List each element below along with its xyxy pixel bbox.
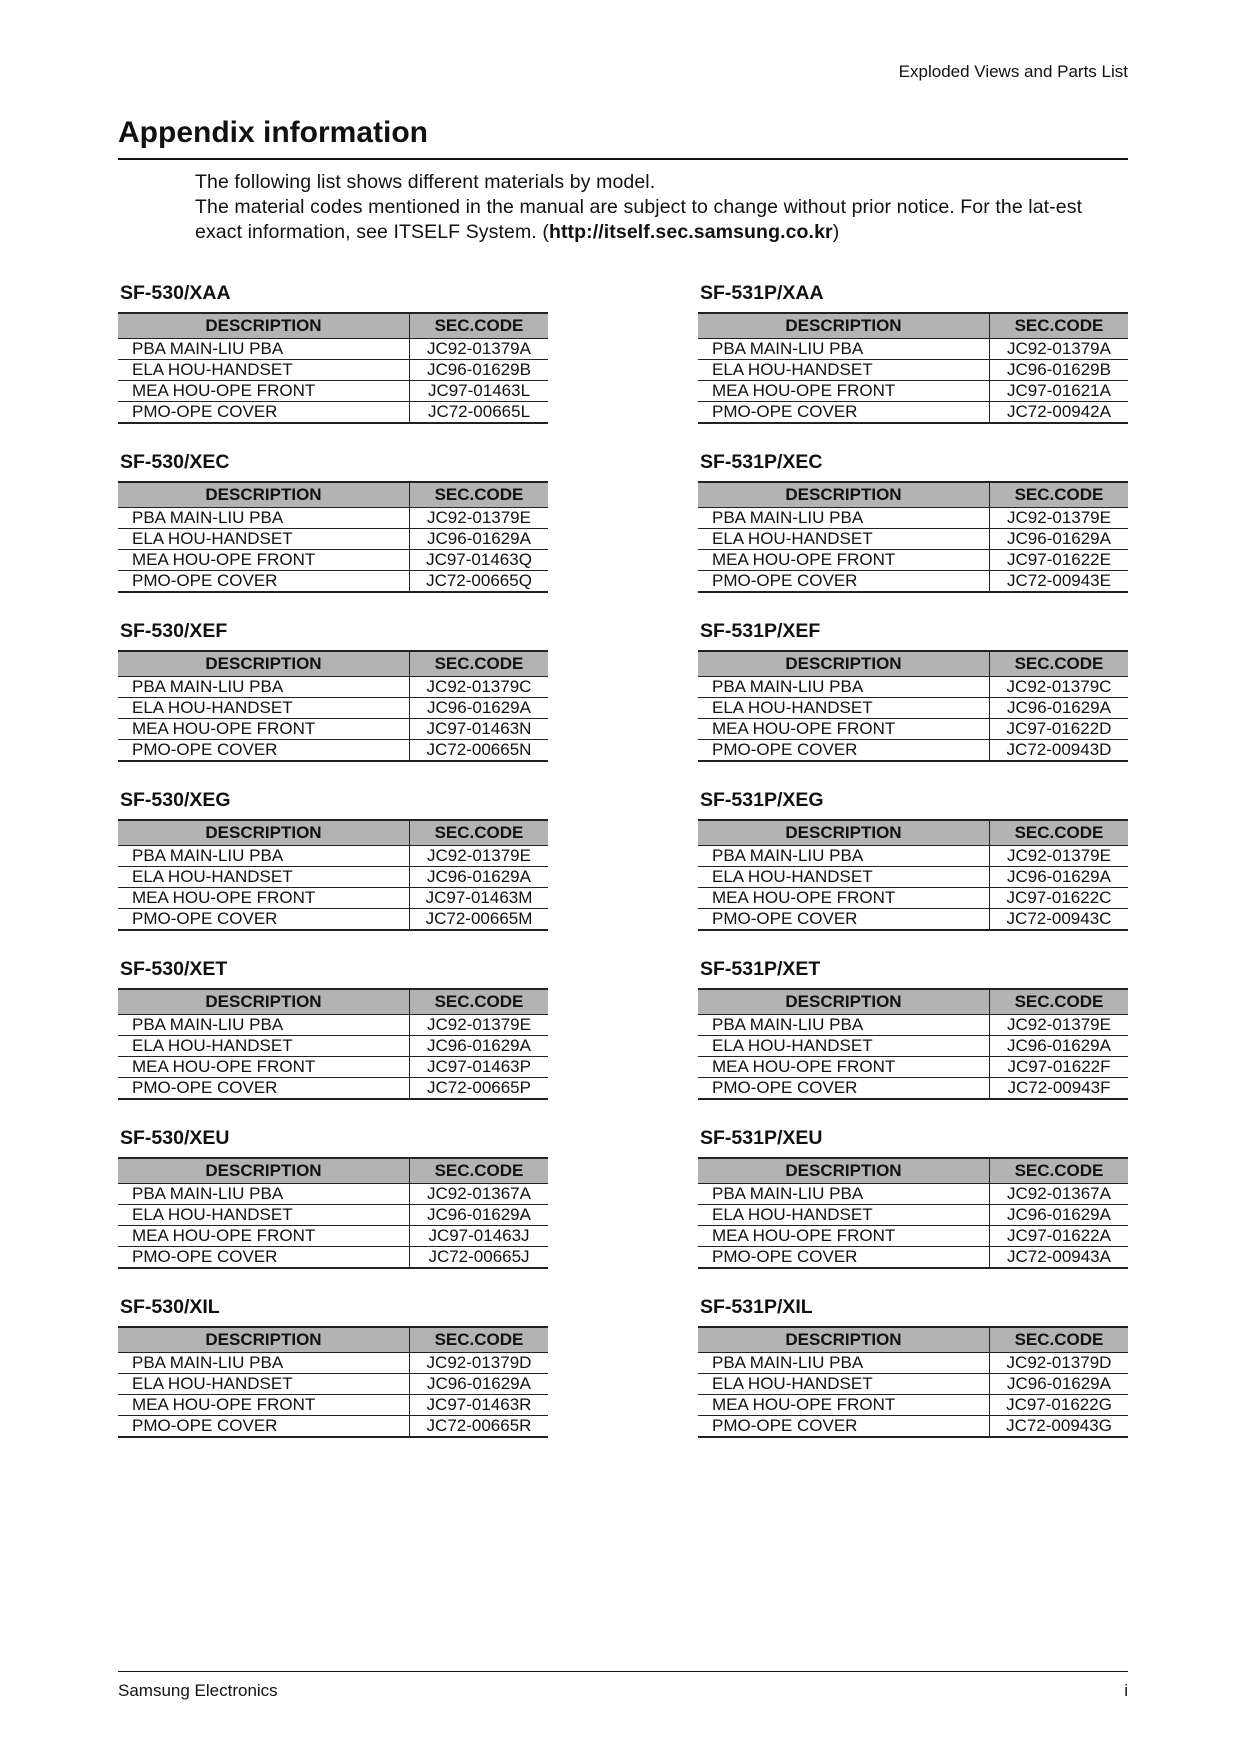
part-description: PMO-OPE COVER (118, 909, 410, 931)
part-code: JC92-01379E (410, 846, 549, 867)
part-code: JC97-01463R (410, 1395, 549, 1416)
table-row (698, 1416, 1128, 1438)
part-description: MEA HOU-OPE FRONT (698, 888, 990, 909)
table-row (118, 909, 548, 931)
part-code: JC72-00943G (990, 1416, 1129, 1438)
part-code: JC72-00665P (410, 1078, 549, 1100)
part-code: JC96-01629A (410, 529, 549, 550)
header-sec-code: SEC.CODE (410, 482, 549, 508)
part-code: JC97-01622F (990, 1057, 1129, 1078)
table-header-row (698, 989, 1128, 1015)
table-header-row (118, 1158, 548, 1184)
table-row (118, 1078, 548, 1100)
part-code: JC97-01622E (990, 550, 1129, 571)
table-row (698, 339, 1128, 360)
part-code: JC96-01629A (410, 1374, 549, 1395)
table-header-row (698, 313, 1128, 339)
table-row (118, 867, 548, 888)
table-header-row (698, 651, 1128, 677)
table-row (698, 508, 1128, 529)
parts-table (118, 650, 548, 762)
table-row (118, 1036, 548, 1057)
header-description: DESCRIPTION (698, 820, 990, 846)
part-code: JC96-01629A (990, 529, 1129, 550)
footer-company: Samsung Electronics (118, 1681, 278, 1700)
part-description: MEA HOU-OPE FRONT (698, 1226, 990, 1247)
header-description: DESCRIPTION (698, 651, 990, 677)
part-description: PBA MAIN-LIU PBA (118, 339, 410, 360)
table-header-row (698, 820, 1128, 846)
header-description: DESCRIPTION (698, 1158, 990, 1184)
part-code: JC92-01379A (990, 339, 1129, 360)
part-code: JC96-01629A (990, 1036, 1129, 1057)
part-description: PBA MAIN-LIU PBA (118, 846, 410, 867)
model-block (118, 1127, 548, 1317)
header-sec-code: SEC.CODE (990, 313, 1129, 339)
header-description: DESCRIPTION (118, 1158, 410, 1184)
table-header-row (118, 482, 548, 508)
table-row (118, 360, 548, 381)
table-row (118, 1226, 548, 1247)
part-description: ELA HOU-HANDSET (118, 1374, 410, 1395)
model-block (118, 451, 548, 641)
part-description: PBA MAIN-LIU PBA (698, 1184, 990, 1205)
table-row (118, 1395, 548, 1416)
part-description: PMO-OPE COVER (698, 909, 990, 931)
part-description: PMO-OPE COVER (118, 1078, 410, 1100)
model-title: SF-530/XEF (120, 620, 228, 642)
table-row (118, 1184, 548, 1205)
model-title: SF-530/XEG (120, 789, 231, 811)
part-description: PMO-OPE COVER (118, 571, 410, 593)
table-row (118, 381, 548, 402)
part-code: JC96-01629A (990, 867, 1129, 888)
table-header-row (698, 1327, 1128, 1353)
table-row (698, 698, 1128, 719)
header-description: DESCRIPTION (118, 989, 410, 1015)
intro-line-1: The following list shows different materials by model. (195, 171, 656, 193)
part-description: ELA HOU-HANDSET (118, 360, 410, 381)
part-description: ELA HOU-HANDSET (698, 1205, 990, 1226)
table-row (698, 1078, 1128, 1100)
table-row (698, 402, 1128, 424)
part-code: JC72-00665M (410, 909, 549, 931)
table-row (118, 339, 548, 360)
title-section (118, 116, 1128, 160)
table-row (698, 846, 1128, 867)
part-code: JC92-01367A (410, 1184, 549, 1205)
model-title: SF-531P/XEU (700, 1127, 823, 1149)
model-block (118, 282, 548, 472)
table-header-row (118, 313, 548, 339)
part-code: JC72-00943F (990, 1078, 1129, 1100)
part-description: MEA HOU-OPE FRONT (118, 1395, 410, 1416)
table-row (698, 1395, 1128, 1416)
part-code: JC92-01379C (990, 677, 1129, 698)
header-description: DESCRIPTION (698, 313, 990, 339)
part-code: JC96-01629B (990, 360, 1129, 381)
part-description: PBA MAIN-LIU PBA (698, 1015, 990, 1036)
part-description: MEA HOU-OPE FRONT (698, 1395, 990, 1416)
model-block (698, 789, 1128, 979)
part-description: ELA HOU-HANDSET (118, 867, 410, 888)
table-header-row (118, 820, 548, 846)
table-row (118, 1205, 548, 1226)
table-row (698, 550, 1128, 571)
table-row (698, 1226, 1128, 1247)
model-title: SF-531P/XEG (700, 789, 824, 811)
part-code: JC96-01629A (410, 867, 549, 888)
part-code: JC72-00942A (990, 402, 1129, 424)
table-row (698, 1184, 1128, 1205)
part-description: ELA HOU-HANDSET (698, 529, 990, 550)
table-header-row (118, 989, 548, 1015)
table-row (118, 888, 548, 909)
part-code: JC97-01463Q (410, 550, 549, 571)
parts-table (118, 312, 548, 424)
part-code: JC72-00943E (990, 571, 1129, 593)
part-code: JC92-01379C (410, 677, 549, 698)
parts-table (698, 988, 1128, 1100)
table-row (698, 1057, 1128, 1078)
table-row (698, 529, 1128, 550)
part-code: JC96-01629B (410, 360, 549, 381)
part-code: JC92-01379A (410, 339, 549, 360)
table-header-row (118, 651, 548, 677)
header-sec-code: SEC.CODE (990, 989, 1129, 1015)
part-description: PMO-OPE COVER (698, 402, 990, 424)
table-row (698, 888, 1128, 909)
parts-table (118, 819, 548, 931)
part-description: PBA MAIN-LIU PBA (118, 677, 410, 698)
table-row (698, 909, 1128, 931)
part-description: PMO-OPE COVER (118, 1247, 410, 1269)
footer-page-number: i (1124, 1681, 1128, 1700)
table-row (118, 1015, 548, 1036)
table-row (698, 867, 1128, 888)
part-description: PMO-OPE COVER (118, 740, 410, 762)
model-title: SF-530/XIL (120, 1296, 220, 1318)
part-description: PBA MAIN-LIU PBA (118, 1353, 410, 1374)
table-row (118, 529, 548, 550)
part-code: JC72-00943A (990, 1247, 1129, 1269)
running-header: Exploded Views and Parts List (898, 62, 1128, 81)
parts-table (118, 481, 548, 593)
header-sec-code: SEC.CODE (410, 820, 549, 846)
part-code: JC96-01629A (410, 1205, 549, 1226)
header-description: DESCRIPTION (118, 651, 410, 677)
model-title: SF-531P/XEF (700, 620, 821, 642)
model-block (118, 789, 548, 979)
part-code: JC72-00665N (410, 740, 549, 762)
part-code: JC92-01379E (990, 1015, 1129, 1036)
part-code: JC97-01463L (410, 381, 549, 402)
part-description: PBA MAIN-LIU PBA (118, 1184, 410, 1205)
parts-table (698, 650, 1128, 762)
table-row (698, 719, 1128, 740)
model-block (698, 1296, 1128, 1486)
model-block (118, 958, 548, 1148)
part-description: PBA MAIN-LIU PBA (118, 1015, 410, 1036)
intro-paragraph (195, 170, 1125, 245)
part-code: JC97-01622G (990, 1395, 1129, 1416)
part-code: JC96-01629A (410, 1036, 549, 1057)
table-row (118, 1057, 548, 1078)
intro-line-2 (195, 195, 1125, 245)
header-description: DESCRIPTION (118, 482, 410, 508)
table-row (118, 1416, 548, 1438)
part-code: JC97-01622D (990, 719, 1129, 740)
header-sec-code: SEC.CODE (410, 313, 549, 339)
part-description: ELA HOU-HANDSET (698, 1374, 990, 1395)
part-description: MEA HOU-OPE FRONT (118, 550, 410, 571)
parts-table (698, 481, 1128, 593)
part-code: JC92-01379E (990, 508, 1129, 529)
part-description: MEA HOU-OPE FRONT (118, 1226, 410, 1247)
table-row (698, 1247, 1128, 1269)
model-block (698, 958, 1128, 1148)
part-code: JC96-01629A (410, 698, 549, 719)
part-code: JC96-01629A (990, 698, 1129, 719)
model-title: SF-531P/XAA (700, 282, 824, 304)
table-row (698, 1036, 1128, 1057)
table-row (118, 740, 548, 762)
part-code: JC72-00665R (410, 1416, 549, 1438)
model-title: SF-530/XEC (120, 451, 230, 473)
part-description: MEA HOU-OPE FRONT (118, 381, 410, 402)
part-code: JC97-01463P (410, 1057, 549, 1078)
part-description: ELA HOU-HANDSET (118, 1205, 410, 1226)
table-row (698, 360, 1128, 381)
intro-text-end: ) (832, 221, 840, 243)
header-sec-code: SEC.CODE (990, 482, 1129, 508)
parts-table (118, 988, 548, 1100)
part-description: PMO-OPE COVER (698, 571, 990, 593)
table-row (118, 508, 548, 529)
model-block (698, 620, 1128, 810)
table-row (698, 1374, 1128, 1395)
table-row (698, 740, 1128, 762)
part-description: ELA HOU-HANDSET (118, 529, 410, 550)
part-description: PBA MAIN-LIU PBA (698, 677, 990, 698)
part-description: MEA HOU-OPE FRONT (698, 1057, 990, 1078)
table-header-row (698, 482, 1128, 508)
part-code: JC72-00665Q (410, 571, 549, 593)
header-sec-code: SEC.CODE (410, 989, 549, 1015)
header-description: DESCRIPTION (118, 820, 410, 846)
part-code: JC96-01629A (990, 1205, 1129, 1226)
model-title: SF-530/XAA (120, 282, 231, 304)
part-description: PBA MAIN-LIU PBA (698, 508, 990, 529)
table-row (118, 1353, 548, 1374)
table-row (118, 677, 548, 698)
part-description: PMO-OPE COVER (698, 740, 990, 762)
header-sec-code: SEC.CODE (410, 651, 549, 677)
table-row (118, 402, 548, 424)
table-row (118, 1374, 548, 1395)
part-code: JC97-01463M (410, 888, 549, 909)
header-description: DESCRIPTION (698, 1327, 990, 1353)
part-code: JC97-01622C (990, 888, 1129, 909)
header-sec-code: SEC.CODE (990, 1327, 1129, 1353)
part-code: JC92-01379E (410, 1015, 549, 1036)
part-description: ELA HOU-HANDSET (118, 1036, 410, 1057)
parts-table (698, 1326, 1128, 1438)
header-sec-code: SEC.CODE (990, 1158, 1129, 1184)
part-code: JC97-01463N (410, 719, 549, 740)
part-code: JC97-01463J (410, 1226, 549, 1247)
table-row (698, 571, 1128, 593)
table-row (118, 571, 548, 593)
table-header-row (698, 1158, 1128, 1184)
header-description: DESCRIPTION (698, 482, 990, 508)
parts-table (698, 1157, 1128, 1269)
part-code: JC96-01629A (990, 1374, 1129, 1395)
part-description: MEA HOU-OPE FRONT (698, 719, 990, 740)
parts-table (118, 1157, 548, 1269)
part-code: JC92-01379E (990, 846, 1129, 867)
table-row (118, 846, 548, 867)
part-code: JC97-01622A (990, 1226, 1129, 1247)
table-row (118, 1247, 548, 1269)
part-code: JC72-00665J (410, 1247, 549, 1269)
part-code: JC92-01379E (410, 508, 549, 529)
part-code: JC72-00665L (410, 402, 549, 424)
part-code: JC92-01367A (990, 1184, 1129, 1205)
model-block (118, 620, 548, 810)
part-description: ELA HOU-HANDSET (698, 698, 990, 719)
parts-table (118, 1326, 548, 1438)
part-description: PBA MAIN-LIU PBA (698, 1353, 990, 1374)
part-code: JC97-01621A (990, 381, 1129, 402)
model-block (698, 282, 1128, 472)
header-sec-code: SEC.CODE (410, 1327, 549, 1353)
part-description: ELA HOU-HANDSET (118, 698, 410, 719)
header-sec-code: SEC.CODE (410, 1158, 549, 1184)
header-description: DESCRIPTION (118, 313, 410, 339)
table-row (698, 677, 1128, 698)
part-description: PMO-OPE COVER (698, 1078, 990, 1100)
part-code: JC92-01379D (410, 1353, 549, 1374)
page-title: Appendix information (118, 116, 428, 149)
model-block (118, 1296, 548, 1486)
footer-divider (118, 1671, 1128, 1672)
intro-text: The material codes mentioned in the manual are subject to change without prior notice. For the lat-est exact information, see ITSELF System. ( (195, 196, 1083, 243)
header-description: DESCRIPTION (698, 989, 990, 1015)
table-row (698, 1353, 1128, 1374)
part-description: PMO-OPE COVER (118, 402, 410, 424)
model-title: SF-531P/XIL (700, 1296, 813, 1318)
table-row (698, 1015, 1128, 1036)
header-sec-code: SEC.CODE (990, 651, 1129, 677)
model-block (698, 451, 1128, 641)
part-description: MEA HOU-OPE FRONT (118, 719, 410, 740)
table-header-row (118, 1327, 548, 1353)
part-code: JC92-01379D (990, 1353, 1129, 1374)
part-description: PBA MAIN-LIU PBA (118, 508, 410, 529)
part-description: MEA HOU-OPE FRONT (118, 888, 410, 909)
part-description: PMO-OPE COVER (698, 1247, 990, 1269)
table-row (118, 719, 548, 740)
model-title: SF-531P/XET (700, 958, 821, 980)
table-row (698, 1205, 1128, 1226)
part-description: ELA HOU-HANDSET (698, 867, 990, 888)
model-title: SF-530/XEU (120, 1127, 230, 1149)
part-description: PMO-OPE COVER (118, 1416, 410, 1438)
part-description: PBA MAIN-LIU PBA (698, 846, 990, 867)
table-row (118, 698, 548, 719)
header-sec-code: SEC.CODE (990, 820, 1129, 846)
part-description: PBA MAIN-LIU PBA (698, 339, 990, 360)
part-description: MEA HOU-OPE FRONT (698, 550, 990, 571)
table-row (698, 381, 1128, 402)
model-title: SF-531P/XEC (700, 451, 823, 473)
model-block (698, 1127, 1128, 1317)
itself-link[interactable]: http://itself.sec.samsung.co.kr (548, 221, 833, 243)
parts-table (698, 312, 1128, 424)
parts-table (698, 819, 1128, 931)
part-description: ELA HOU-HANDSET (698, 1036, 990, 1057)
header-description: DESCRIPTION (118, 1327, 410, 1353)
part-description: MEA HOU-OPE FRONT (118, 1057, 410, 1078)
table-row (118, 550, 548, 571)
part-code: JC72-00943D (990, 740, 1129, 762)
part-description: PMO-OPE COVER (698, 1416, 990, 1438)
part-description: MEA HOU-OPE FRONT (698, 381, 990, 402)
model-title: SF-530/XET (120, 958, 228, 980)
part-code: JC72-00943C (990, 909, 1129, 931)
part-description: ELA HOU-HANDSET (698, 360, 990, 381)
